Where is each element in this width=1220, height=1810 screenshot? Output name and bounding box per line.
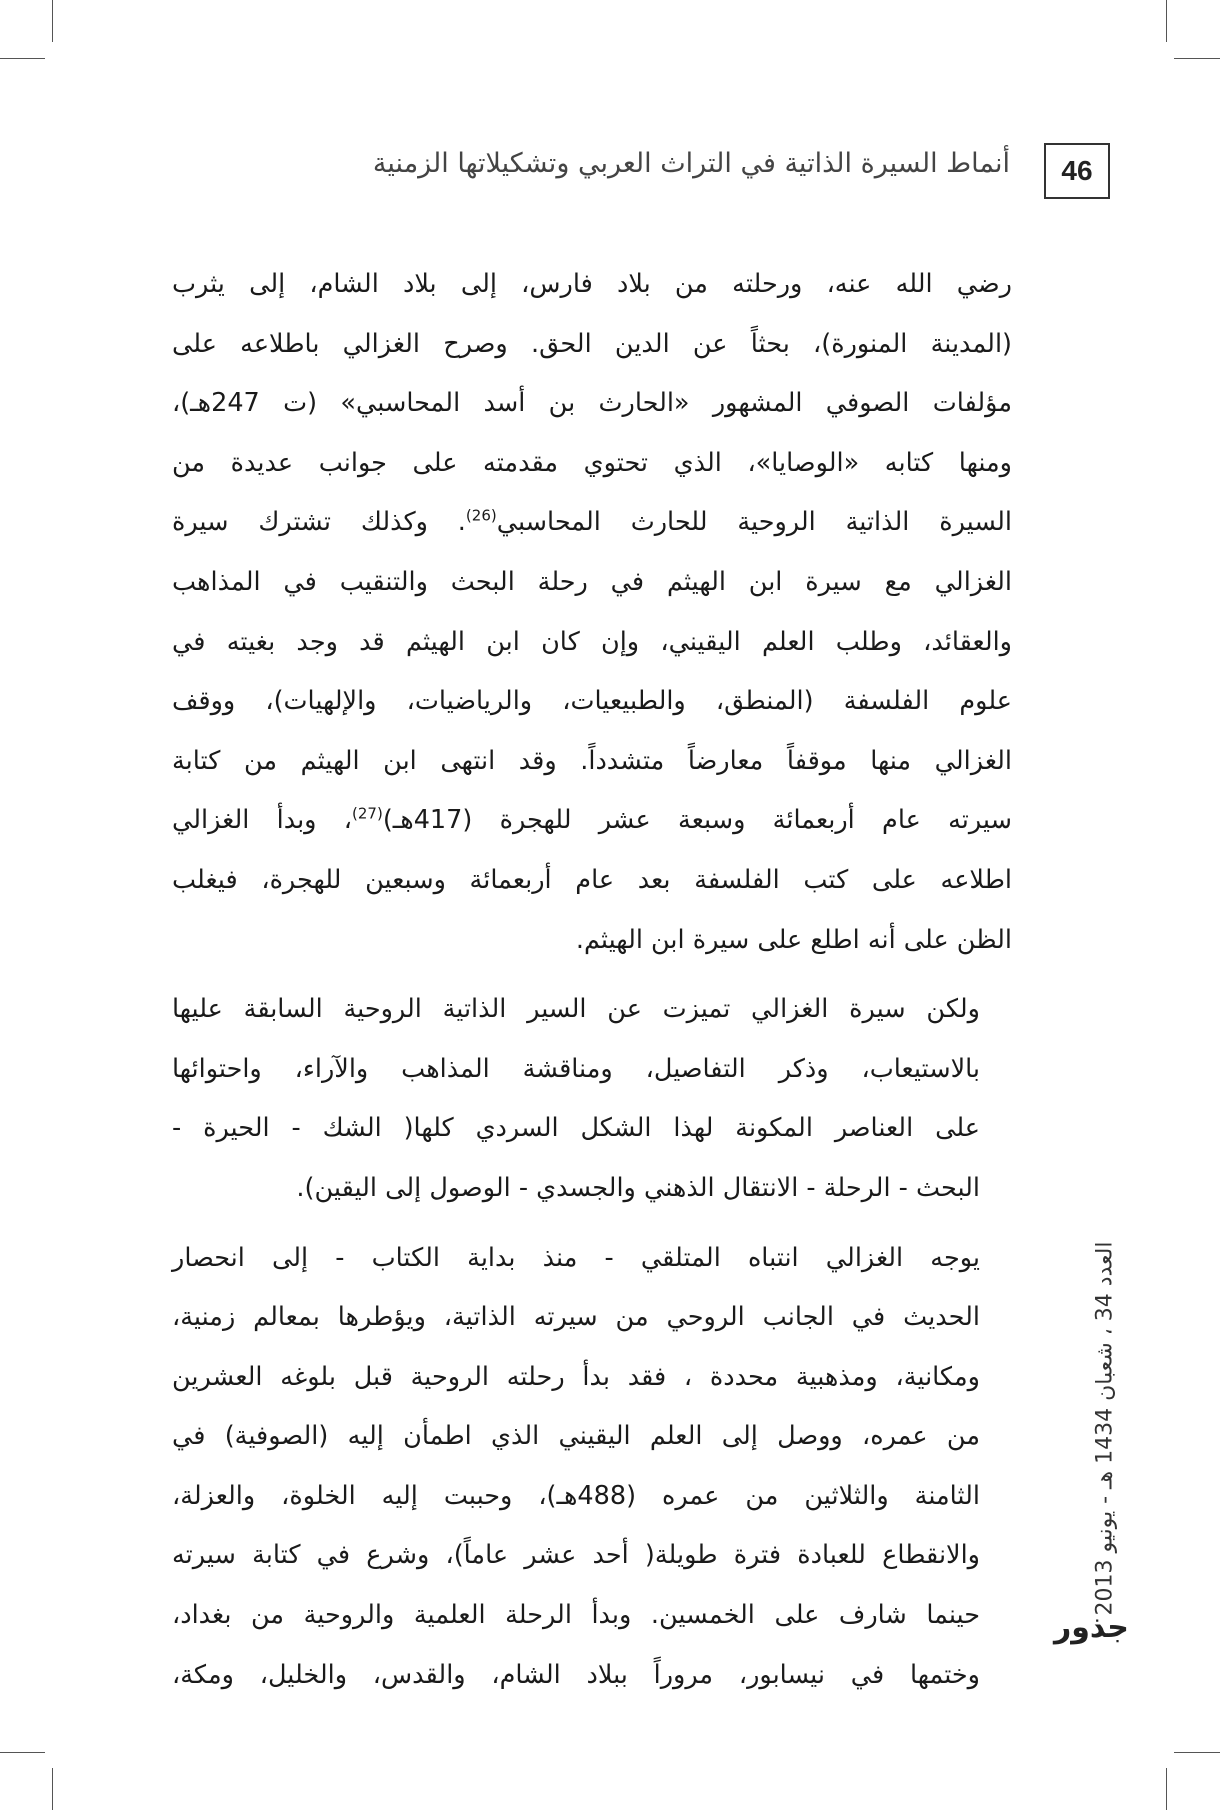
crop-mark-top-left-vertical [52,0,53,42]
text-segment: سيرته عام أربعمائة وسبعة عشر للهجرة (417هـ) [382,805,1012,836]
text-line: حينما شارف على الخمسين. وبدأ الرحلة العلمية والروحية من بغداد، [172,1600,980,1631]
text-line: (المدينة المنورة)، بحثاً عن الدين الحق. وصرح الغزالي باطلاعه على [172,328,1012,359]
text-line: من عمره، ووصل إلى العلم اليقيني الذي اطمأن إليه (الصوفية) في [172,1421,980,1452]
text-line: على العناصر المكونة لهذا الشكل السردي كلها( الشك - الحيرة - [172,1113,980,1144]
crop-mark-bottom-right-vertical [1166,1768,1167,1810]
text-line: يوجه الغزالي انتباه المتلقي - منذ بداية الكتاب - إلى انحصار [172,1242,980,1273]
crop-mark-bottom-right [1174,1752,1220,1753]
text-line: الثامنة والثلاثين من عمره (488هـ)، وحببت إليه الخلوة، والعزلة، [172,1480,980,1511]
text-line: ومنها كتابه «الوصايا»، الذي تحتوي مقدمته على جوانب عديدة من [172,447,1012,478]
footnote-ref: (26) [465,506,497,525]
text-segment: ، وبدأ الغزالي [172,805,353,836]
paragraph-2 [172,980,1012,1218]
text-line: الظن على أنه اطلع على سيرة ابن الهيثم. [575,924,1012,955]
crop-mark-bottom-left-vertical [52,1768,53,1810]
text-line: الغزالي مع سيرة ابن الهيثم في رحلة البحث والتنقيب في المذاهب [172,566,1012,597]
text-line: مؤلفات الصوفي المشهور «الحارث بن أسد المحاسبي» (ت 247هـ)، [172,388,1012,419]
text-line: الحديث في الجانب الروحي من سيرته الذاتية، ويؤطرها بمعالم زمنية، [172,1302,980,1333]
issue-info-sidebar [1082,1178,1128,1678]
page-number: 46 [1044,143,1110,199]
paragraph-1 [172,255,1012,970]
crop-mark-top-left [0,58,45,59]
paragraph-3 [172,1229,1012,1706]
text-line: والانقطاع للعبادة فترة طويلة( أحد عشر عاماً)، وشرع في كتابة سيرته [172,1540,980,1571]
journal-logo: جذور [1054,1610,1129,1645]
text-line: ولكن سيرة الغزالي تميزت عن السير الذاتية الروحية السابقة عليها [172,994,980,1025]
text-line: وختمها في نيسابور، مروراً ببلاد الشام، والقدس، والخليل، ومكة، [172,1659,980,1690]
text-line: علوم الفلسفة (المنطق، والطبيعيات، والرياضيات، والإلهيات)، ووقف [172,686,1012,717]
issue-info-text: العدد 34 ، شعبان 1434 هـ - يونيو 2013 [1092,1241,1118,1615]
crop-mark-top-right-vertical [1166,0,1167,42]
text-segment: . وكذلك تشترك سيرة [172,507,466,538]
crop-mark-bottom-left [0,1752,45,1753]
text-line: بالاستيعاب، وذكر التفاصيل، ومناقشة المذاهب والآراء، واحتوائها [172,1053,980,1084]
text-line: البحث - الرحلة - الانتقال الذهني والجسدي - الوصول إلى اليقين). [296,1172,980,1203]
text-line: اطلاعه على كتب الفلسفة بعد عام أربعمائة وسبعين للهجرة، فيغلب [172,864,1012,895]
footnote-ref: (27) [352,804,383,823]
text-segment: السيرة الذاتية الروحية للحارث المحاسبي [496,507,1012,538]
text-line-with-footnote [172,791,1012,851]
text-line: والعقائد، وطلب العلم اليقيني، وإن كان ابن الهيثم قد وجد بغيته في [172,626,1012,657]
body-text [172,255,1012,1715]
text-line: ومكانية، ومذهبية محددة ، فقد بدأ رحلته الروحية قبل بلوغه العشرين [172,1361,980,1392]
text-line: الغزالي منها موقفاً معارضاً متشدداً. وقد انتهى ابن الهيثم من كتابة [172,745,1012,776]
text-line: رضي الله عنه، ورحلته من بلاد فارس، إلى بلاد الشام، إلى يثرب [172,269,1012,299]
text-line-with-footnote [172,493,1012,553]
running-head: أنماط السيرة الذاتية في التراث العربي وتشكيلاتها الزمنية [372,148,1010,179]
crop-mark-top-right [1174,58,1220,59]
